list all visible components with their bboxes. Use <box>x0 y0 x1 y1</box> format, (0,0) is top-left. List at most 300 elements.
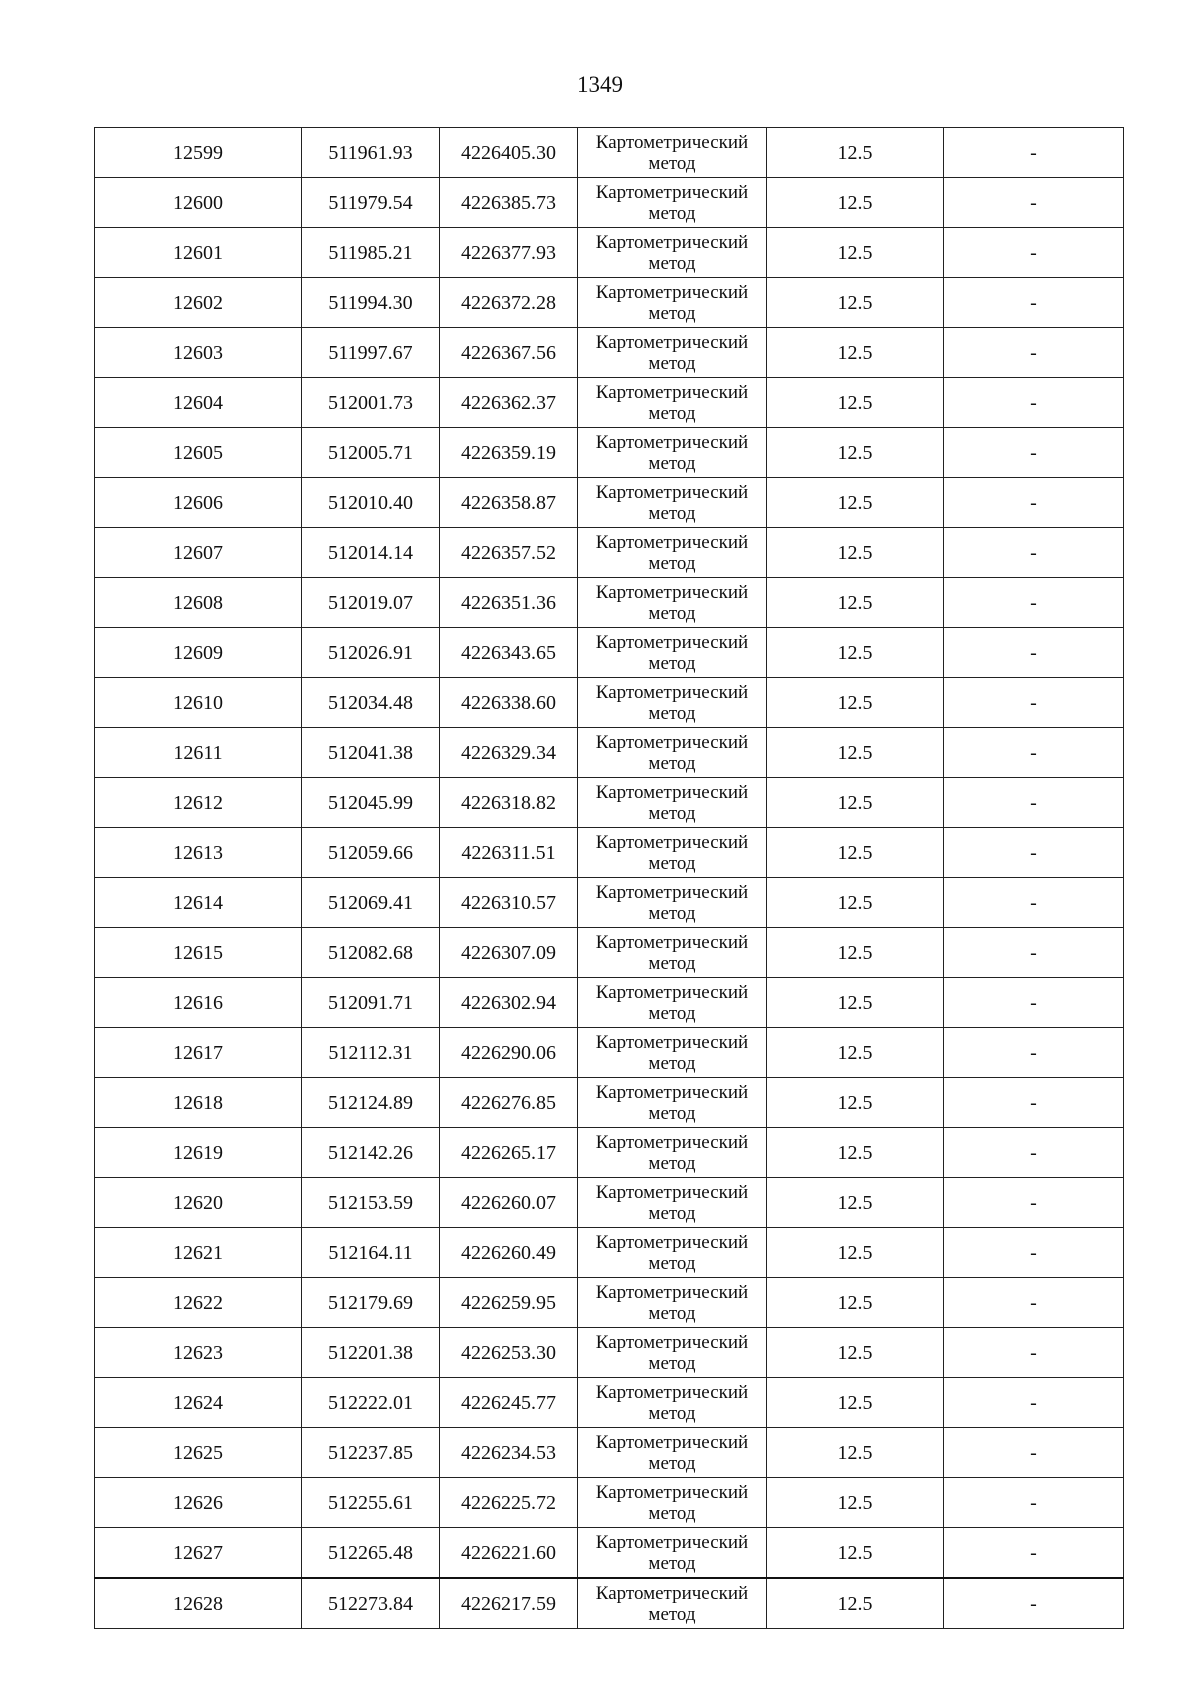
note-value: - <box>1030 241 1037 264</box>
accuracy-value: 12.5 <box>837 691 873 714</box>
note-value: - <box>1030 741 1037 764</box>
note-cell <box>944 1028 1124 1078</box>
accuracy-value: 12.5 <box>837 891 873 914</box>
method-cell <box>578 1428 767 1478</box>
note-value: - <box>1030 1241 1037 1264</box>
accuracy-value: 12.5 <box>837 941 873 964</box>
method-line-1: Картометрический <box>595 1431 749 1453</box>
method-line-2: метод <box>648 152 696 174</box>
point-id: 12599 <box>173 141 223 164</box>
accuracy-cell <box>767 778 944 828</box>
point-id: 12611 <box>173 741 223 764</box>
x-coordinate-cell <box>302 178 440 228</box>
note-cell <box>944 478 1124 528</box>
point-id-cell <box>95 1478 302 1528</box>
y-coordinate: 4226385.73 <box>461 191 556 214</box>
method-cell <box>578 1078 767 1128</box>
coordinates-table-body <box>95 128 1124 1629</box>
x-coordinate-cell <box>302 328 440 378</box>
note-value: - <box>1030 191 1037 214</box>
method-line-2: метод <box>648 502 696 524</box>
table-row <box>95 728 1124 778</box>
x-coordinate: 512091.71 <box>328 991 413 1014</box>
method-line-2: метод <box>648 752 696 774</box>
accuracy-cell <box>767 528 944 578</box>
note-cell <box>944 1228 1124 1278</box>
point-id: 12621 <box>173 1241 223 1264</box>
x-coordinate-cell <box>302 578 440 628</box>
note-cell <box>944 128 1124 178</box>
accuracy-cell <box>767 1128 944 1178</box>
x-coordinate-cell <box>302 1028 440 1078</box>
accuracy-value: 12.5 <box>837 1441 873 1464</box>
point-id: 12619 <box>173 1141 223 1164</box>
x-coordinate-cell <box>302 828 440 878</box>
y-coordinate-cell <box>440 778 578 828</box>
method-line-1: Картометрический <box>595 1131 749 1153</box>
note-cell <box>944 1128 1124 1178</box>
x-coordinate: 512112.31 <box>328 1041 413 1064</box>
method-line-2: метод <box>648 252 696 274</box>
accuracy-cell <box>767 1578 944 1629</box>
note-cell <box>944 178 1124 228</box>
y-coordinate: 4226259.95 <box>461 1291 556 1314</box>
method-line-2: метод <box>648 902 696 924</box>
accuracy-value: 12.5 <box>837 191 873 214</box>
method-line-2: метод <box>648 552 696 574</box>
page-number: 1349 <box>577 72 623 97</box>
accuracy-cell <box>767 128 944 178</box>
coordinates-table <box>94 127 1124 1629</box>
point-id: 12624 <box>173 1391 223 1414</box>
accuracy-value: 12.5 <box>837 1191 873 1214</box>
note-value: - <box>1030 341 1037 364</box>
accuracy-cell <box>767 378 944 428</box>
note-cell <box>944 1428 1124 1478</box>
point-id-cell <box>95 1178 302 1228</box>
method-cell <box>578 1328 767 1378</box>
method-line-1: Картометрический <box>595 331 749 353</box>
note-cell <box>944 1278 1124 1328</box>
note-value: - <box>1030 1141 1037 1164</box>
method-line-1: Картометрический <box>595 131 749 153</box>
x-coordinate: 512019.07 <box>328 591 413 614</box>
point-id: 12605 <box>173 441 223 464</box>
note-cell <box>944 1078 1124 1128</box>
y-coordinate-cell <box>440 328 578 378</box>
x-coordinate: 512014.14 <box>328 541 413 564</box>
method-cell <box>578 678 767 728</box>
table-row <box>95 1528 1124 1579</box>
point-id: 12600 <box>173 191 223 214</box>
note-cell <box>944 978 1124 1028</box>
accuracy-value: 12.5 <box>837 841 873 864</box>
note-cell <box>944 528 1124 578</box>
y-coordinate-cell <box>440 1328 578 1378</box>
method-line-2: метод <box>648 1402 696 1424</box>
point-id-cell <box>95 1428 302 1478</box>
method-line-2: метод <box>648 1202 696 1224</box>
y-coordinate: 4226260.07 <box>461 1191 556 1214</box>
y-coordinate-cell <box>440 628 578 678</box>
table-row <box>95 1428 1124 1478</box>
table-row <box>95 1278 1124 1328</box>
method-cell <box>578 1478 767 1528</box>
accuracy-cell <box>767 578 944 628</box>
accuracy-value: 12.5 <box>837 1241 873 1264</box>
point-id-cell <box>95 1228 302 1278</box>
y-coordinate: 4226329.34 <box>461 741 556 764</box>
accuracy-cell <box>767 978 944 1028</box>
note-value: - <box>1030 1592 1037 1615</box>
y-coordinate-cell <box>440 1528 578 1579</box>
y-coordinate: 4226358.87 <box>461 491 556 514</box>
note-value: - <box>1030 491 1037 514</box>
method-line-1: Картометрический <box>595 1031 749 1053</box>
x-coordinate-cell <box>302 1178 440 1228</box>
x-coordinate: 512255.61 <box>328 1491 413 1514</box>
method-line-1: Картометрический <box>595 1331 749 1353</box>
accuracy-cell <box>767 228 944 278</box>
y-coordinate: 4226343.65 <box>461 641 556 664</box>
method-line-2: метод <box>648 1452 696 1474</box>
point-id: 12620 <box>173 1191 223 1214</box>
method-cell <box>578 1178 767 1228</box>
method-line-2: метод <box>648 1002 696 1024</box>
table-row <box>95 1378 1124 1428</box>
table-row <box>95 1128 1124 1178</box>
method-line-2: метод <box>648 702 696 724</box>
note-cell <box>944 1378 1124 1428</box>
method-cell <box>578 328 767 378</box>
note-value: - <box>1030 1091 1037 1114</box>
x-coordinate: 512124.89 <box>328 1091 413 1114</box>
x-coordinate-cell <box>302 428 440 478</box>
accuracy-value: 12.5 <box>837 1592 873 1615</box>
y-coordinate-cell <box>440 1178 578 1228</box>
note-cell <box>944 1528 1124 1579</box>
note-value: - <box>1030 1541 1037 1564</box>
method-line-2: метод <box>648 852 696 874</box>
y-coordinate-cell <box>440 228 578 278</box>
method-line-1: Картометрический <box>595 781 749 803</box>
y-coordinate-cell <box>440 1378 578 1428</box>
table-row <box>95 828 1124 878</box>
y-coordinate-cell <box>440 1128 578 1178</box>
note-cell <box>944 1578 1124 1629</box>
y-coordinate-cell <box>440 1278 578 1328</box>
method-cell <box>578 278 767 328</box>
point-id: 12601 <box>173 241 223 264</box>
note-value: - <box>1030 291 1037 314</box>
note-value: - <box>1030 541 1037 564</box>
y-coordinate: 4226311.51 <box>461 841 556 864</box>
method-line-1: Картометрический <box>595 1081 749 1103</box>
y-coordinate-cell <box>440 128 578 178</box>
point-id: 12610 <box>173 691 223 714</box>
y-coordinate: 4226217.59 <box>461 1592 556 1615</box>
x-coordinate: 512041.38 <box>328 741 413 764</box>
note-value: - <box>1030 691 1037 714</box>
x-coordinate: 512142.26 <box>328 1141 413 1164</box>
x-coordinate: 512179.69 <box>328 1291 413 1314</box>
accuracy-cell <box>767 1228 944 1278</box>
point-id-cell <box>95 1128 302 1178</box>
accuracy-value: 12.5 <box>837 1341 873 1364</box>
note-value: - <box>1030 1041 1037 1064</box>
method-line-2: метод <box>648 452 696 474</box>
point-id-cell <box>95 278 302 328</box>
point-id-cell <box>95 728 302 778</box>
table-row <box>95 328 1124 378</box>
accuracy-cell <box>767 178 944 228</box>
point-id-cell <box>95 1528 302 1579</box>
point-id: 12614 <box>173 891 223 914</box>
note-cell <box>944 1178 1124 1228</box>
method-cell <box>578 528 767 578</box>
table-row <box>95 528 1124 578</box>
table-row <box>95 1078 1124 1128</box>
method-line-1: Картометрический <box>595 831 749 853</box>
accuracy-value: 12.5 <box>837 1491 873 1514</box>
method-line-2: метод <box>648 952 696 974</box>
accuracy-cell <box>767 278 944 328</box>
method-line-2: метод <box>648 602 696 624</box>
x-coordinate-cell <box>302 1228 440 1278</box>
point-id-cell <box>95 178 302 228</box>
note-value: - <box>1030 791 1037 814</box>
method-line-1: Картометрический <box>595 881 749 903</box>
x-coordinate: 512082.68 <box>328 941 413 964</box>
y-coordinate: 4226253.30 <box>461 1341 556 1364</box>
y-coordinate: 4226245.77 <box>461 1391 556 1414</box>
method-cell <box>578 478 767 528</box>
y-coordinate-cell <box>440 278 578 328</box>
x-coordinate: 512153.59 <box>328 1191 413 1214</box>
note-cell <box>944 228 1124 278</box>
y-coordinate-cell <box>440 678 578 728</box>
y-coordinate: 4226276.85 <box>461 1091 556 1114</box>
accuracy-cell <box>767 828 944 878</box>
table-row <box>95 1328 1124 1378</box>
y-coordinate: 4226307.09 <box>461 941 556 964</box>
point-id-cell <box>95 328 302 378</box>
point-id: 12628 <box>173 1592 223 1615</box>
accuracy-value: 12.5 <box>837 1291 873 1314</box>
method-line-2: метод <box>648 1102 696 1124</box>
point-id-cell <box>95 978 302 1028</box>
y-coordinate-cell <box>440 878 578 928</box>
note-value: - <box>1030 1341 1037 1364</box>
y-coordinate: 4226221.60 <box>461 1541 556 1564</box>
point-id: 12603 <box>173 341 223 364</box>
point-id: 12627 <box>173 1541 223 1564</box>
method-line-1: Картометрический <box>595 381 749 403</box>
accuracy-cell <box>767 1428 944 1478</box>
y-coordinate-cell <box>440 478 578 528</box>
x-coordinate: 512164.11 <box>328 1241 413 1264</box>
method-line-2: метод <box>648 402 696 424</box>
x-coordinate-cell <box>302 278 440 328</box>
point-id: 12609 <box>173 641 223 664</box>
note-cell <box>944 628 1124 678</box>
table-row <box>95 278 1124 328</box>
x-coordinate: 512265.48 <box>328 1541 413 1564</box>
method-line-2: метод <box>648 1252 696 1274</box>
x-coordinate: 512201.38 <box>328 1341 413 1364</box>
y-coordinate: 4226290.06 <box>461 1041 556 1064</box>
x-coordinate-cell <box>302 1278 440 1328</box>
method-line-1: Картометрический <box>595 1381 749 1403</box>
method-line-1: Картометрический <box>595 1481 749 1503</box>
x-coordinate-cell <box>302 1328 440 1378</box>
point-id: 12615 <box>173 941 223 964</box>
point-id-cell <box>95 1328 302 1378</box>
y-coordinate-cell <box>440 178 578 228</box>
y-coordinate: 4226359.19 <box>461 441 556 464</box>
accuracy-value: 12.5 <box>837 1391 873 1414</box>
y-coordinate: 4226234.53 <box>461 1441 556 1464</box>
x-coordinate: 512237.85 <box>328 1441 413 1464</box>
point-id: 12622 <box>173 1291 223 1314</box>
method-line-1: Картометрический <box>595 731 749 753</box>
table-row <box>95 778 1124 828</box>
note-cell <box>944 828 1124 878</box>
point-id: 12604 <box>173 391 223 414</box>
point-id-cell <box>95 1028 302 1078</box>
point-id-cell <box>95 1078 302 1128</box>
point-id: 12613 <box>173 841 223 864</box>
x-coordinate-cell <box>302 878 440 928</box>
note-cell <box>944 428 1124 478</box>
table-row <box>95 1178 1124 1228</box>
method-cell <box>578 128 767 178</box>
x-coordinate-cell <box>302 678 440 728</box>
accuracy-value: 12.5 <box>837 741 873 764</box>
method-line-1: Картометрический <box>595 231 749 253</box>
table-row <box>95 628 1124 678</box>
method-line-1: Картометрический <box>595 631 749 653</box>
note-value: - <box>1030 891 1037 914</box>
note-value: - <box>1030 991 1037 1014</box>
accuracy-cell <box>767 628 944 678</box>
point-id-cell <box>95 378 302 428</box>
accuracy-value: 12.5 <box>837 1041 873 1064</box>
y-coordinate-cell <box>440 828 578 878</box>
method-line-1: Картометрический <box>595 1582 749 1604</box>
note-value: - <box>1030 1491 1037 1514</box>
y-coordinate-cell <box>440 1028 578 1078</box>
point-id: 12616 <box>173 991 223 1014</box>
y-coordinate: 4226225.72 <box>461 1491 556 1514</box>
x-coordinate-cell <box>302 978 440 1028</box>
method-line-1: Картометрический <box>595 1281 749 1303</box>
x-coordinate: 512034.48 <box>328 691 413 714</box>
accuracy-value: 12.5 <box>837 591 873 614</box>
y-coordinate-cell <box>440 528 578 578</box>
point-id: 12608 <box>173 591 223 614</box>
accuracy-value: 12.5 <box>837 341 873 364</box>
point-id-cell <box>95 478 302 528</box>
y-coordinate-cell <box>440 978 578 1028</box>
method-line-1: Картометрический <box>595 581 749 603</box>
note-cell <box>944 928 1124 978</box>
method-cell <box>578 1128 767 1178</box>
x-coordinate-cell <box>302 728 440 778</box>
note-value: - <box>1030 1291 1037 1314</box>
note-value: - <box>1030 1191 1037 1214</box>
method-cell <box>578 1028 767 1078</box>
x-coordinate-cell <box>302 1528 440 1579</box>
table-row <box>95 1028 1124 1078</box>
method-line-2: метод <box>648 202 696 224</box>
method-cell <box>578 878 767 928</box>
x-coordinate-cell <box>302 778 440 828</box>
point-id-cell <box>95 1278 302 1328</box>
accuracy-cell <box>767 878 944 928</box>
y-coordinate: 4226377.93 <box>461 241 556 264</box>
y-coordinate: 4226351.36 <box>461 591 556 614</box>
point-id-cell <box>95 528 302 578</box>
note-cell <box>944 678 1124 728</box>
method-cell <box>578 1578 767 1629</box>
method-line-2: метод <box>648 652 696 674</box>
accuracy-cell <box>767 1378 944 1428</box>
accuracy-cell <box>767 678 944 728</box>
method-cell <box>578 978 767 1028</box>
note-value: - <box>1030 141 1037 164</box>
x-coordinate: 512273.84 <box>328 1592 413 1615</box>
x-coordinate-cell <box>302 128 440 178</box>
table-row <box>95 228 1124 278</box>
note-cell <box>944 1478 1124 1528</box>
note-cell <box>944 278 1124 328</box>
point-id-cell <box>95 1378 302 1428</box>
x-coordinate: 512026.91 <box>328 641 413 664</box>
accuracy-value: 12.5 <box>837 141 873 164</box>
method-cell <box>578 828 767 878</box>
method-line-1: Картометрический <box>595 981 749 1003</box>
method-line-2: метод <box>648 302 696 324</box>
table-row <box>95 978 1124 1028</box>
point-id-cell <box>95 778 302 828</box>
table-row <box>95 478 1124 528</box>
note-cell <box>944 728 1124 778</box>
accuracy-cell <box>767 1178 944 1228</box>
x-coordinate: 512010.40 <box>328 491 413 514</box>
method-line-2: метод <box>648 1552 696 1574</box>
y-coordinate: 4226265.17 <box>461 1141 556 1164</box>
x-coordinate-cell <box>302 1428 440 1478</box>
accuracy-cell <box>767 328 944 378</box>
y-coordinate: 4226310.57 <box>461 891 556 914</box>
x-coordinate: 512045.99 <box>328 791 413 814</box>
accuracy-value: 12.5 <box>837 291 873 314</box>
note-value: - <box>1030 1391 1037 1414</box>
y-coordinate-cell <box>440 378 578 428</box>
method-line-2: метод <box>648 1502 696 1524</box>
accuracy-cell <box>767 478 944 528</box>
method-cell <box>578 228 767 278</box>
table-row <box>95 678 1124 728</box>
point-id: 12617 <box>173 1041 223 1064</box>
y-coordinate-cell <box>440 1578 578 1629</box>
x-coordinate: 512222.01 <box>328 1391 413 1414</box>
method-cell <box>578 1278 767 1328</box>
y-coordinate: 4226260.49 <box>461 1241 556 1264</box>
point-id: 12607 <box>173 541 223 564</box>
note-value: - <box>1030 441 1037 464</box>
